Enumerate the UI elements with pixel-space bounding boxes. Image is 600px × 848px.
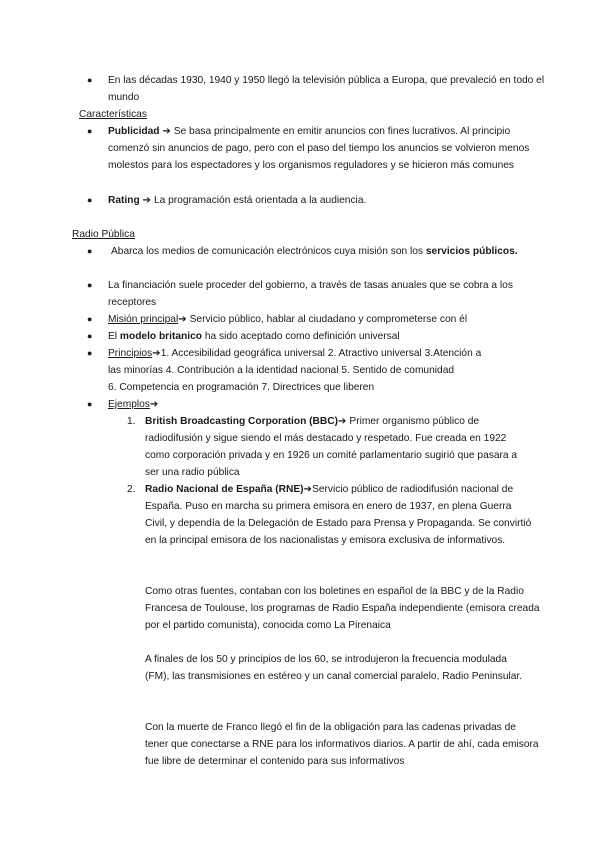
bullet-icon: ● bbox=[87, 331, 93, 341]
radio-bullet-abarca-bold: servicios públicos. bbox=[425, 246, 518, 257]
arrow-icon: ➔ bbox=[142, 195, 152, 206]
radio-bullet-financiacion: La financiación suele proceder del gobierno, a través de tasas anuales que se cobra a los receptores bbox=[108, 280, 513, 308]
rating-text: La programación está orientada a la audiencia. bbox=[153, 195, 367, 206]
bullet-icon: ● bbox=[87, 246, 93, 256]
radio-bullet-abarca-text: Abarca los medios de comunicación electrónicos cuya misión son los bbox=[111, 246, 424, 257]
radio-publica-heading: Radio Pública bbox=[72, 229, 135, 240]
ejemplo-1-number: 1. bbox=[127, 416, 136, 427]
bullet-icon: ● bbox=[87, 399, 93, 409]
publicidad-item bbox=[108, 123, 540, 174]
paragraph-franco: Con la muerte de Franco llegó el fin de la obligación para las cadenas privadas de tener que conectarse a RNE para los informativos diarios. A partir de ahí, cada emisora fue libre de determinar el contenido para sus informativos bbox=[145, 722, 539, 767]
modelo-post: ha sido aceptado como definición universal bbox=[204, 331, 400, 342]
arrow-icon: ➔ bbox=[338, 416, 347, 427]
ejemplo-bbc bbox=[145, 413, 530, 481]
principios-label: Principios bbox=[108, 348, 153, 359]
radio-bullet-principios bbox=[108, 345, 558, 379]
modelo-bold: modelo britanico bbox=[119, 331, 202, 342]
modelo-pre: El bbox=[108, 331, 118, 342]
mision-label: Misión principal bbox=[108, 314, 179, 325]
rne-bold: Radio Nacional de España (RNE) bbox=[145, 484, 304, 495]
arrow-icon: ➔ bbox=[149, 399, 159, 410]
arrow-icon: ➔ bbox=[162, 126, 171, 137]
radio-bullet-mision bbox=[108, 311, 548, 328]
bbc-bold: British Broadcasting Corporation (BBC) bbox=[145, 416, 339, 427]
ejemplo-rne bbox=[145, 481, 535, 549]
arrow-icon: ➔ bbox=[303, 484, 313, 495]
ejemplo-2-number: 2. bbox=[127, 484, 136, 495]
principios-line2: las minorías 4. Contribución a la identidad nacional 5. Sentido de comunidad bbox=[108, 365, 455, 376]
rating-item bbox=[108, 192, 540, 209]
bullet-icon: ● bbox=[87, 280, 93, 290]
rne-text: Servicio público de radiodifusión nacional de España. Puso en marcha su primera emisora en enero de 1937, en plena Guerra Civil, y dependía de la Delegación de Estado para Prensa y Propaganda. Se convirtió en la principal emisora de los nacionalistas y emisora exclusiva de informativos. bbox=[145, 484, 532, 546]
publicidad-text: Se basa principalmente en emitir anuncios con fines lucrativos. Al principio comenzó sin anuncios de pago, pero con el paso del tiempo los anuncios se volvieron menos molestos para los espectadores y los organismos reguladores y se hicieron más comunes bbox=[108, 126, 530, 171]
radio-bullet-ejemplos bbox=[108, 396, 158, 413]
mision-text: Servicio público, hablar al ciudadano y comprometerse con él bbox=[189, 314, 468, 325]
bullet-icon: ● bbox=[87, 348, 93, 358]
principios-line1: 1. Accesibilidad geográfica universal 2. Atractivo universal 3.Atención a bbox=[160, 348, 482, 359]
bullet-icon: ● bbox=[87, 75, 93, 85]
radio-bullet-abarca bbox=[111, 243, 521, 260]
arrow-icon: ➔ bbox=[152, 348, 161, 359]
ejemplos-label: Ejemplos bbox=[108, 399, 150, 410]
radio-bullet-modelo bbox=[108, 328, 548, 345]
bullet-icon: ● bbox=[87, 314, 93, 324]
bullet-icon: ● bbox=[87, 195, 93, 205]
rating-label: Rating bbox=[108, 195, 140, 206]
paragraph-fm: A finales de los 50 y principios de los 60, se introdujeron la frecuencia modulada (FM), las transmisiones en estéreo y un canal comercial paralelo, Radio Peninsular. bbox=[145, 654, 523, 682]
arrow-icon: ➔ bbox=[178, 314, 187, 325]
intro-bullet-text: En las décadas 1930, 1940 y 1950 llegó la televisión pública a Europa, que prevaleció en todo el mundo bbox=[108, 75, 545, 103]
principios-line3: 6. Competencia en programación 7. Directrices que liberen bbox=[108, 382, 375, 393]
publicidad-label: Publicidad bbox=[108, 126, 160, 137]
bbc-text: Primer organismo público de radiodifusión y sigue siendo el más destacado y respetado. Fue creada en 1922 como corporación privada y en 1926 un comité parlamentario sugirió que pasara a ser una radio pública bbox=[145, 416, 518, 478]
caracteristicas-heading: Características bbox=[79, 109, 147, 120]
bullet-icon: ● bbox=[87, 126, 93, 136]
paragraph-boletines: Como otras fuentes, contaban con los boletines en español de la BBC y de la Radio Francesa de Toulouse, los programas de Radio España independiente (emisora creada por el partido comunista), conocida como La Pirenaica bbox=[145, 586, 540, 631]
